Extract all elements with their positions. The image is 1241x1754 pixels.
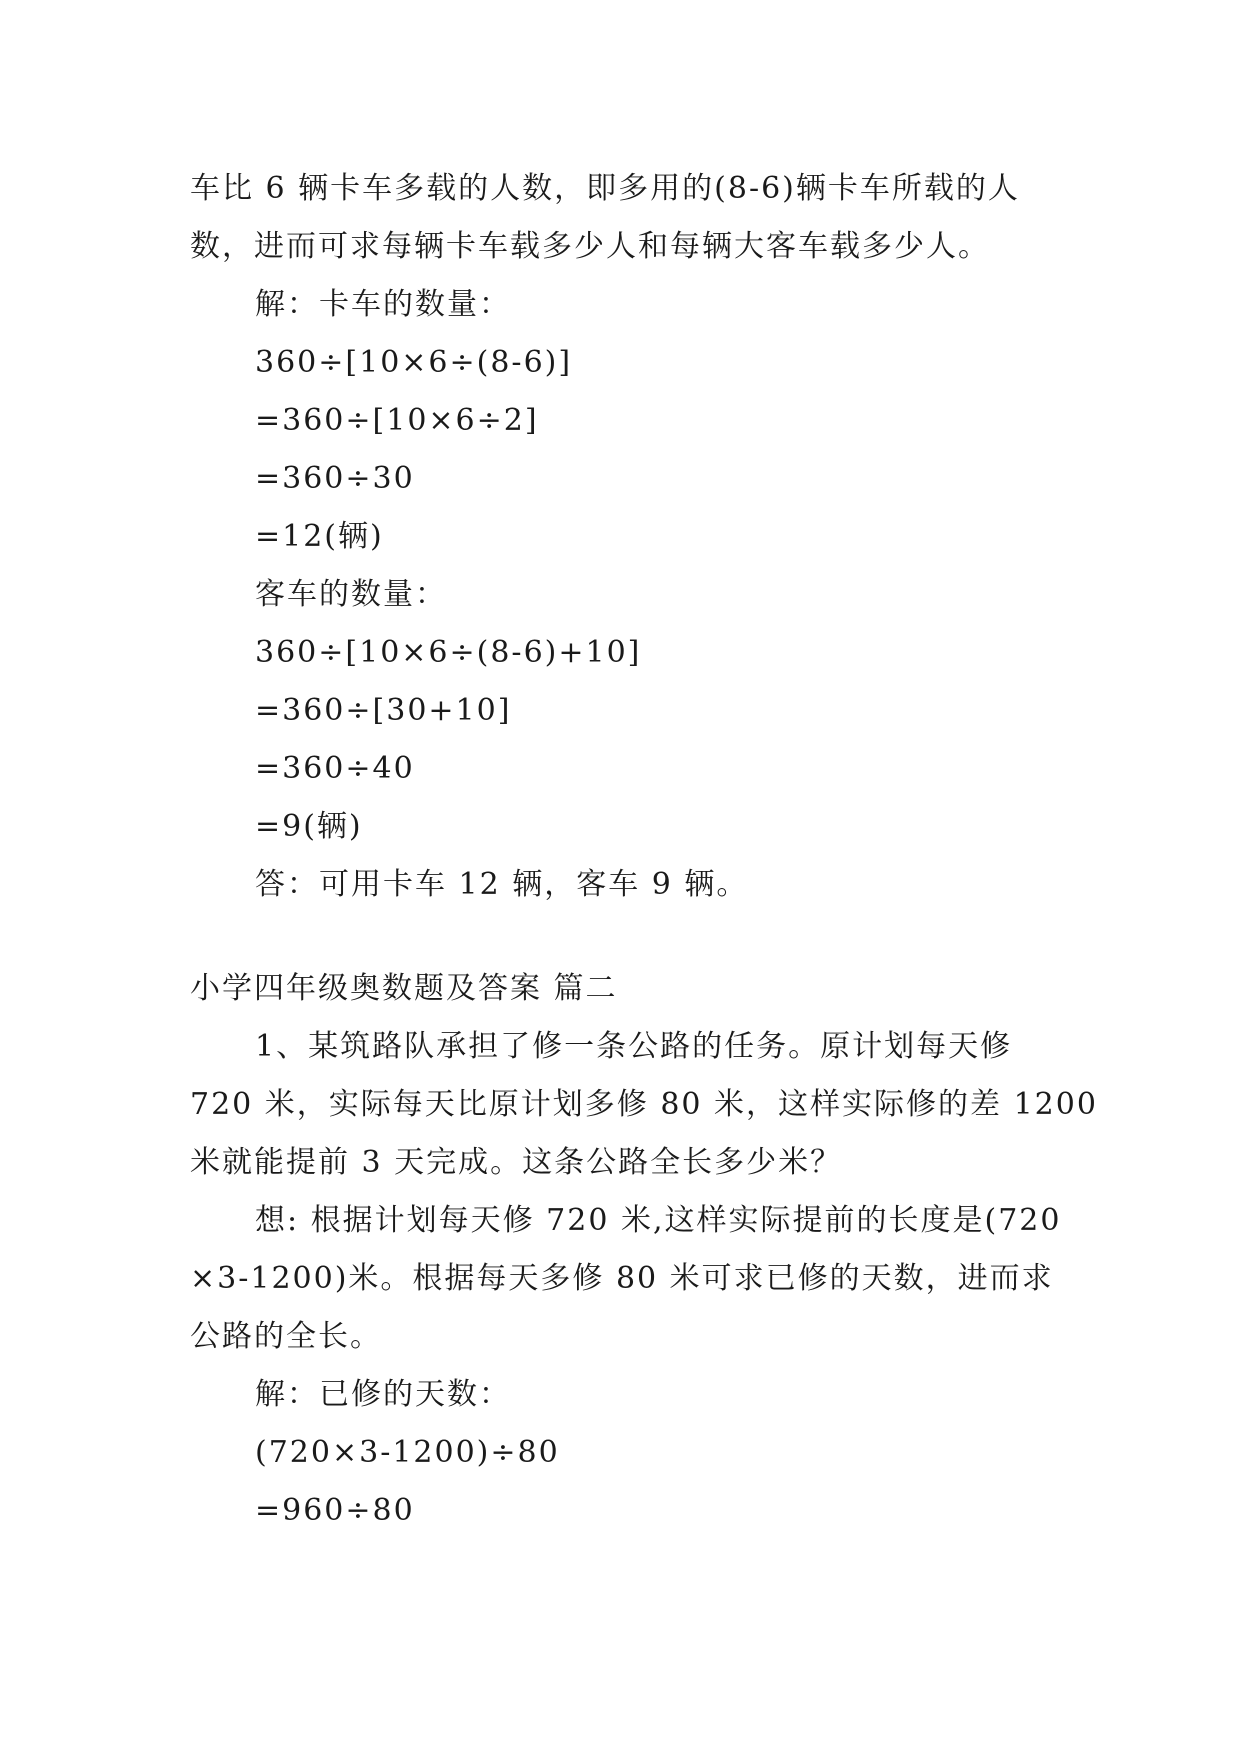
thinking-line-3: 公路的全长。 [190, 1319, 382, 1354]
section-title: 小学四年级奥数题及答案 篇二 [190, 971, 618, 1006]
solution-1-line: =360÷30 [255, 461, 415, 496]
solution-1-line: 解：卡车的数量： [255, 287, 511, 322]
section-spacer [190, 914, 1060, 960]
solution-1-line: 360÷[10×6÷(8-6)] [255, 345, 573, 380]
solution-2-line: =960÷80 [255, 1493, 415, 1528]
thinking-line-1: 想: 根据计划每天修 720 米,这样实际提前的长度是(720 [255, 1203, 1062, 1238]
solution-2-line: 解：已修的天数： [255, 1377, 511, 1412]
problem-line-1: 1、某筑路队承担了修一条公路的任务。原计划每天修 [255, 1029, 1013, 1064]
solution-1-line: 360÷[10×6÷(8-6)+10] [255, 635, 642, 670]
intro-line-2: 数，进而可求每辆卡车载多少人和每辆大客车载多少人。 [190, 229, 990, 264]
solution-1-line: =360÷40 [255, 751, 415, 786]
solution-1-line: =360÷[10×6÷2] [255, 403, 539, 438]
answer-line: 答：可用卡车 12 辆，客车 9 辆。 [255, 867, 749, 902]
thinking-line-2: ×3-1200)米。根据每天多修 80 米可求已修的天数，进而求 [190, 1261, 1054, 1296]
solution-1-line: =9(辆) [255, 809, 363, 844]
solution-1-line: =360÷[30+10] [255, 693, 512, 728]
problem-line-3: 米就能提前 3 天完成。这条公路全长多少米？ [190, 1145, 843, 1180]
problem-line-2: 720 米，实际每天比原计划多修 80 米，这样实际修的差 1200 [190, 1087, 1098, 1122]
intro-line-1: 车比 6 辆卡车多载的人数，即多用的(8-6)辆卡车所载的人 [190, 171, 1020, 206]
solution-1-line: 客车的数量： [255, 577, 447, 612]
document-page [190, 160, 1098, 1540]
solution-1-line: =12(辆) [255, 519, 384, 554]
solution-2-line: (720×3-1200)÷80 [255, 1435, 560, 1470]
